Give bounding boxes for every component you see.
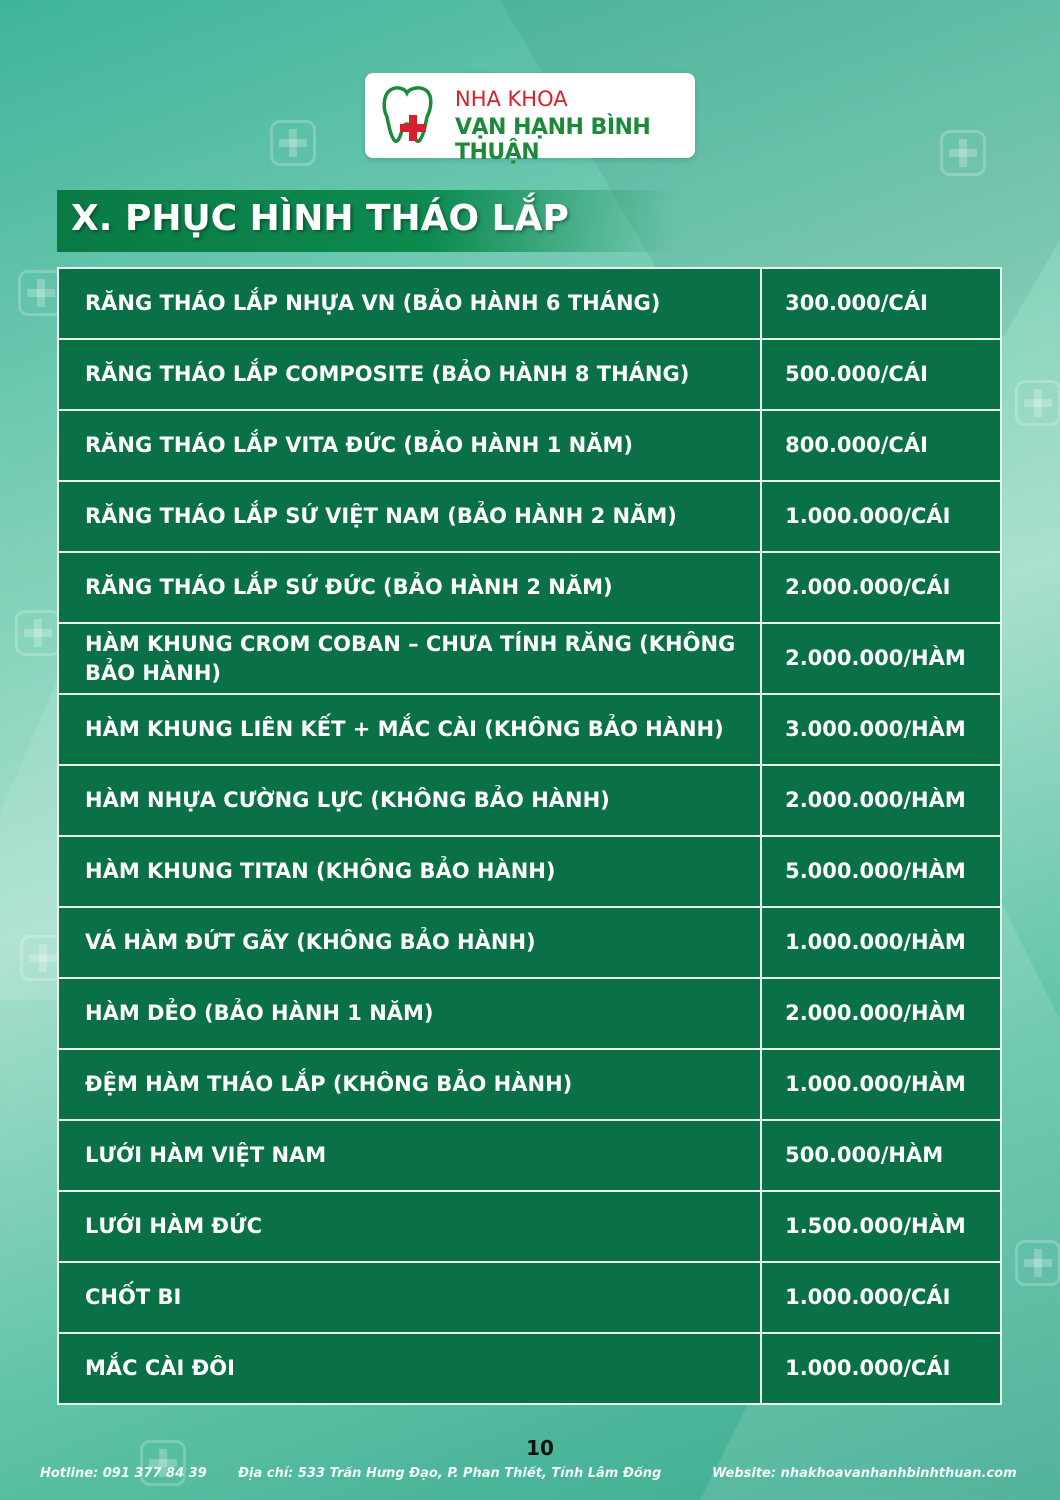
table-row [58, 765, 1001, 836]
logo-line-1: NHA KHOA [455, 87, 568, 111]
table-row [58, 268, 1001, 339]
table-row [58, 552, 1001, 623]
service-price: 2.000.000/HÀM [761, 978, 1001, 1049]
medical-cross-icon [1015, 1240, 1060, 1286]
medical-cross-icon [15, 610, 61, 656]
table-row [58, 623, 1001, 694]
service-name: RĂNG THÁO LẮP SỨ VIỆT NAM (BẢO HÀNH 2 NĂM) [58, 481, 761, 552]
logo-line-2: VẠN HẠNH BÌNH THUẬN [455, 115, 651, 165]
medical-cross-icon [940, 130, 986, 176]
table-row [58, 410, 1001, 481]
service-name: ĐỆM HÀM THÁO LẮP (KHÔNG BẢO HÀNH) [58, 1049, 761, 1120]
price-table [57, 267, 1002, 1405]
service-price: 2.000.000/HÀM [761, 623, 1001, 694]
footer-hotline: Hotline: 091 377 84 39 [40, 1466, 207, 1481]
service-name: VÁ HÀM ĐỨT GÃY (KHÔNG BẢO HÀNH) [58, 907, 761, 978]
service-name: HÀM NHỰA CƯỜNG LỰC (KHÔNG BẢO HÀNH) [58, 765, 761, 836]
table-row [58, 694, 1001, 765]
service-price: 2.000.000/HÀM [761, 765, 1001, 836]
table-row [58, 978, 1001, 1049]
service-price: 1.000.000/HÀM [761, 1049, 1001, 1120]
table-row [58, 339, 1001, 410]
service-name: HÀM DẺO (BẢO HÀNH 1 NĂM) [58, 978, 761, 1049]
table-row [58, 481, 1001, 552]
service-name: LƯỚI HÀM ĐỨC [58, 1191, 761, 1262]
table-row [58, 1333, 1001, 1404]
service-name: RĂNG THÁO LẮP SỨ ĐỨC (BẢO HÀNH 2 NĂM) [58, 552, 761, 623]
medical-cross-icon [270, 120, 316, 166]
service-price: 5.000.000/HÀM [761, 836, 1001, 907]
table-row [58, 836, 1001, 907]
table-row [58, 907, 1001, 978]
section-title-banner [57, 190, 677, 252]
clinic-logo [365, 73, 695, 165]
service-name: HÀM KHUNG CROM COBAN – CHƯA TÍNH RĂNG (KHÔNG BẢO HÀNH) [58, 623, 761, 694]
service-name: LƯỚI HÀM VIỆT NAM [58, 1120, 761, 1191]
service-name: RĂNG THÁO LẮP NHỰA VN (BẢO HÀNH 6 THÁNG) [58, 268, 761, 339]
service-name: RĂNG THÁO LẮP VITA ĐỨC (BẢO HÀNH 1 NĂM) [58, 410, 761, 481]
tooth-cross-icon [379, 83, 435, 147]
service-price: 1.000.000/CÁI [761, 481, 1001, 552]
service-name: RĂNG THÁO LẮP COMPOSITE (BẢO HÀNH 8 THÁNG) [58, 339, 761, 410]
service-price: 1.000.000/CÁI [761, 1333, 1001, 1404]
footer-address: Địa chỉ: 533 Trần Hưng Đạo, P. Phan Thiết, Tỉnh Lâm Đồng [238, 1466, 662, 1481]
service-price: 2.000.000/CÁI [761, 552, 1001, 623]
table-row [58, 1049, 1001, 1120]
page-number: 10 [526, 1436, 554, 1460]
service-price: 800.000/CÁI [761, 410, 1001, 481]
service-name: HÀM KHUNG TITAN (KHÔNG BẢO HÀNH) [58, 836, 761, 907]
service-price: 1.000.000/HÀM [761, 907, 1001, 978]
table-row [58, 1262, 1001, 1333]
table-row [58, 1191, 1001, 1262]
service-price: 1.500.000/HÀM [761, 1191, 1001, 1262]
section-title: X. PHỤC HÌNH THÁO LẮP [71, 198, 569, 239]
service-price: 300.000/CÁI [761, 268, 1001, 339]
footer-website: Website: nhakhoavanhanhbinhthuan.com [712, 1466, 1017, 1481]
service-price: 1.000.000/CÁI [761, 1262, 1001, 1333]
medical-cross-icon [1015, 380, 1060, 426]
footer [0, 1466, 1060, 1486]
service-price: 500.000/CÁI [761, 339, 1001, 410]
service-name: HÀM KHUNG LIÊN KẾT + MẮC CÀI (KHÔNG BẢO HÀNH) [58, 694, 761, 765]
service-name: MẮC CÀI ĐÔI [58, 1333, 761, 1404]
service-name: CHỐT BI [58, 1262, 761, 1333]
table-row [58, 1120, 1001, 1191]
service-price: 3.000.000/HÀM [761, 694, 1001, 765]
service-price: 500.000/HÀM [761, 1120, 1001, 1191]
